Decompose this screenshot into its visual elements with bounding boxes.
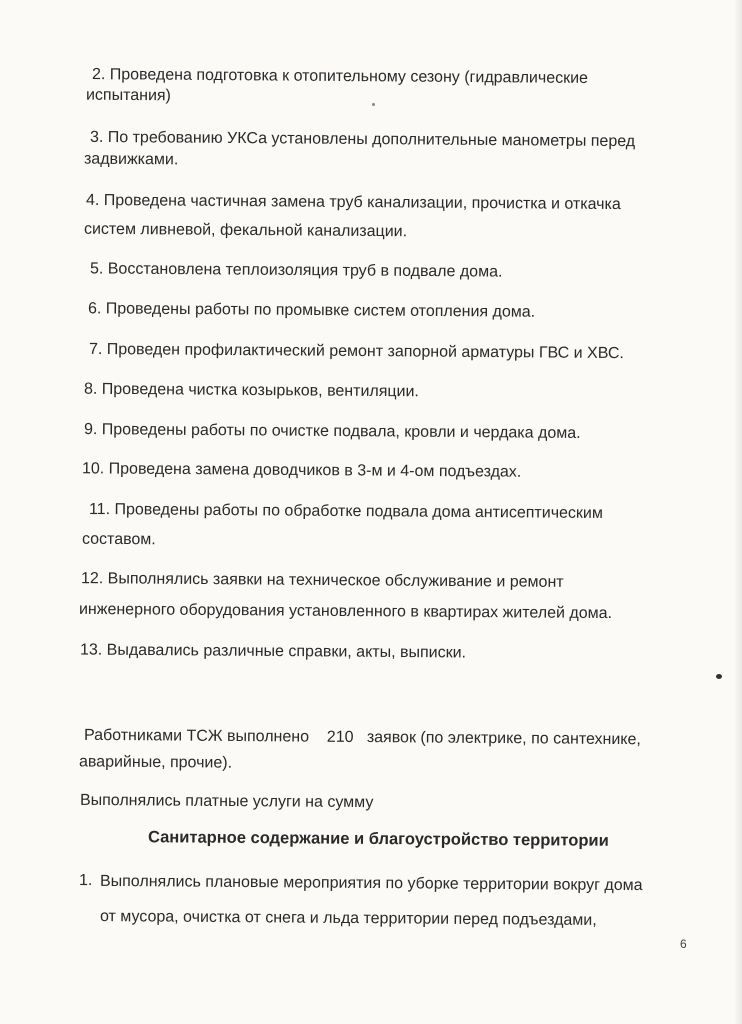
list-item-12-line-2: инженерного оборудования установленного в квартирах жителей дома. xyxy=(78,600,613,623)
list-item-3-line-1: 3. По требованию УКСа установлены дополнительные манометры перед xyxy=(89,128,636,151)
list-item-5: 5. Восстановлена теплоизоляция труб в подвале дома. xyxy=(89,260,503,281)
requests-line-2: аварийные, прочие). xyxy=(78,753,233,772)
paid-services-line: Выполнялись платные услуги на сумму xyxy=(79,791,374,812)
scan-speck xyxy=(372,103,375,106)
page-number: 6 xyxy=(680,937,687,951)
list-item-9: 9. Проведены работы по очистке подвала, кровли и чердака дома. xyxy=(83,421,581,442)
section-heading: Санитарное содержание и благоустройство территории xyxy=(147,828,609,850)
list-item-3-line-2: задвижками. xyxy=(83,150,179,169)
list-item-7: 7. Проведен профилактический ремонт запорной арматуры ГВС и ХВС. xyxy=(88,340,624,363)
scan-speck xyxy=(716,674,722,679)
list-item-6: 6. Проведены работы по промывке систем отопления дома. xyxy=(87,300,536,321)
list-item-2-line-2: испытания) xyxy=(85,86,171,105)
list-item-11-line-2: составом. xyxy=(81,530,156,549)
section-item-line-2: от мусора, очистка от снега и льда территории перед подъездами, xyxy=(99,908,597,929)
list-item-11-line-1: 11. Проведены работы по обработке подвала дома антисептическим xyxy=(88,500,603,523)
list-item-4-line-1: 4. Проведена частичная замена труб канализации, прочистка и откачка xyxy=(85,191,621,214)
list-item-2-line-1: 2. Проведена подготовка к отопительному сезону (гидравлические xyxy=(91,66,589,87)
scan-edge xyxy=(734,0,742,1024)
list-item-4-line-2: систем ливневой, фекальной канализации. xyxy=(83,220,408,241)
list-item-8: 8. Проведена чистка козырьков, вентиляции. xyxy=(83,380,419,401)
list-item-13: 13. Выдавались различные справки, акты, выписки. xyxy=(79,641,467,662)
requests-line-1: Работниками ТСЖ выполнено 210 заявок (по электрике, по сантехнике, xyxy=(83,726,641,749)
list-item-12-line-1: 12. Выполнялись заявки на техническое обслуживание и ремонт xyxy=(80,570,564,591)
list-item-10: 10. Проведена замена доводчиков в 3-м и 4-ом подъездах. xyxy=(81,460,522,481)
section-item-line-1: Выполнялись плановые мероприятия по уборке территории вокруг дома xyxy=(99,872,643,895)
section-item-number: 1. xyxy=(78,871,93,890)
